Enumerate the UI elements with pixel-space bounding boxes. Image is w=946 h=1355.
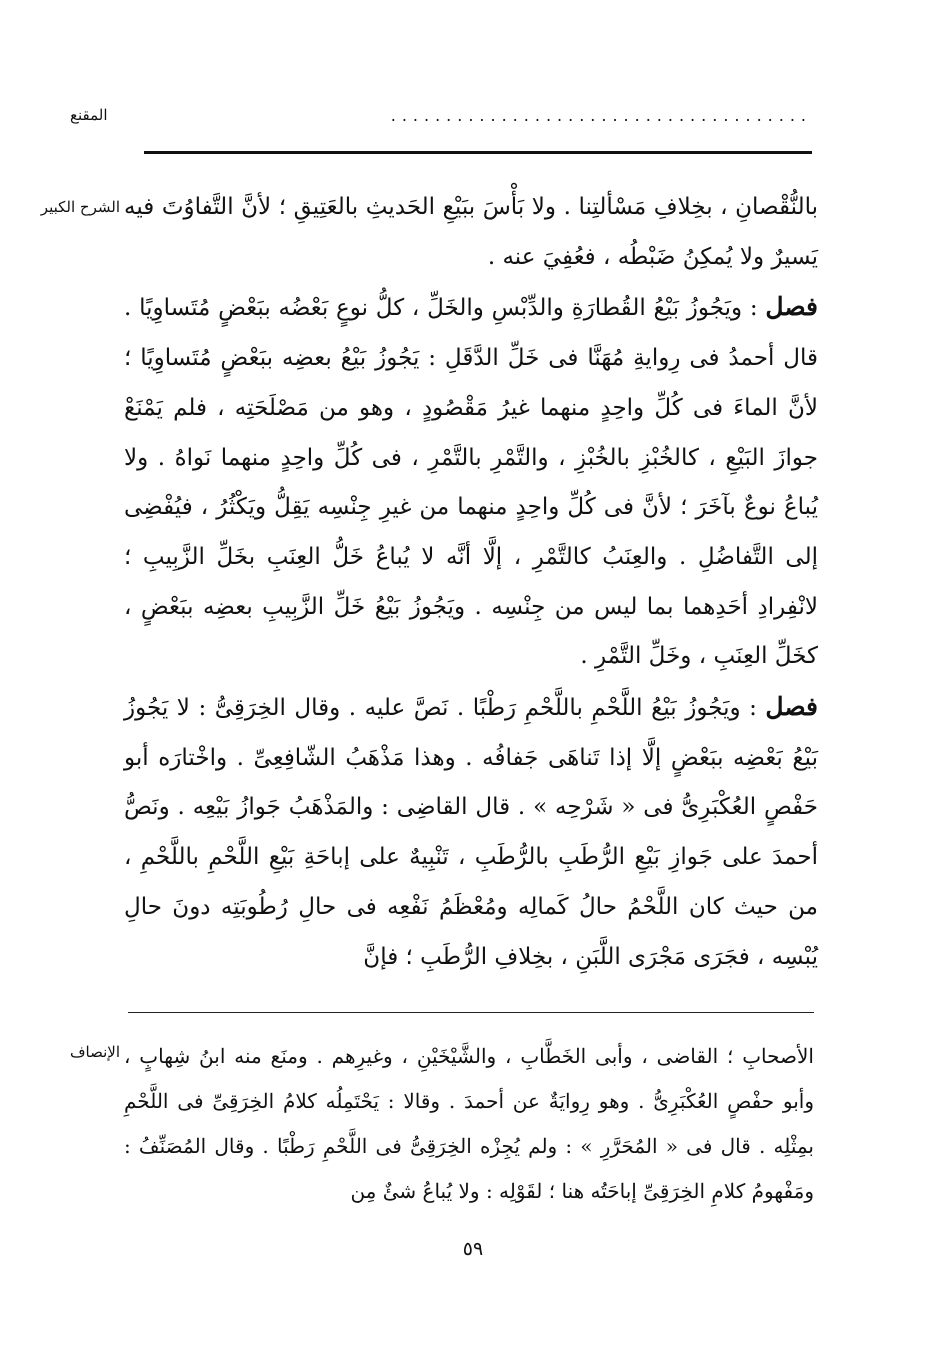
paragraph-2-text: : ويَجُوزُ بَيْعُ القُطارَةِ والدِّبْسِ والخَلِّ ، كلُّ نوعٍ بَعْضُه ببَعْضٍ مُتَساوِيًا . قال أحمدُ فى رِوايةِ مُهَنَّا فى خَلِّ الدَّقَلِ : يَجُوزُ بَيْعُ بعضِه ببَعْضٍ مُتَساوِيًا ؛ لأنَّ الماءَ فى كُلِّ واحِدٍ منهما غيرُ مَقْصُودٍ ، وهو من مَصْلَحَتِه ، فلم يَمْنَعْ جوازَ البَيْعِ ، كالخُبْزِ بالخُبْزِ ، والتَّمْرِ بالتَّمْرِ ، فى كُلِّ واحِدٍ منهما نَواهُ . ولا يُباعُ نوعٌ بآخَرَ ؛ لأنَّ فى كُلِّ واحِدٍ منهما من غيرِ جِنْسِه يَقِلُّ ويَكْثُرُ ، فيُفْضِى إلى التَّفاضُلِ . والعِنَبُ كالتَّمْرِ ، إلَّا أنَّه لا يُباعُ خَلُّ العِنَبِ بخَلِّ الزَّبِيبِ ؛ لانْفِرادِ أحَدِهما بما ليس من جِنْسِه . ويَجُوزُ بَيْعُ خَلِّ الزَّبِيبِ بعضِه ببَعْضٍ ، كخَلِّ العِنَبِ ، وخَلِّ التَّمْرِ .	[124, 295, 818, 670]
footnote-text	[124, 1034, 814, 1214]
paragraph-2	[124, 282, 818, 682]
paragraph-1: بالنُّقْصانِ ، بخِلافِ مَسْألتِنا . ولا بَأْسَ ببَيْعِ الحَديثِ بالعَتِيقِ ؛ لأنَّ التَّفاوُتَ فيه يَسيرٌ ولا يُمكِنُ ضَبْطُه ، فعُفِيَ عنه .	[124, 194, 818, 270]
margin-label-footnote: الإنصاف	[69, 1043, 120, 1061]
section-keyword: فصل	[765, 292, 818, 322]
paragraph-3	[124, 682, 818, 982]
footnote-separator	[128, 1012, 814, 1013]
running-header-title: المقنع	[70, 106, 108, 124]
margin-label-main: الشرح الكبير	[40, 198, 120, 216]
header-rule	[144, 151, 812, 154]
page-number: ٥٩	[462, 1238, 484, 1260]
header-leader-dots: ......................................	[390, 106, 812, 125]
paragraph-3-text: : ويَجُوزُ بَيْعُ اللَّحْمِ باللَّحْمِ رَطْبًا . نَصَّ عليه . وقال الخِرَقِىُّ : لا يَجُوزُ بَيْعُ بَعْضِه ببَعْضٍ إلَّا إذا تَناهَى جَفافُه . وهذا مَذْهَبُ الشّافِعِىِّ . واخْتارَه أبو حَفْصٍ العُكْبَرِىُّ فى « شَرْحِه » . قال القاضِى : والمَذْهَبُ جَوازُ بَيْعِه . ونَصُّ أحمدَ على جَوازِ بَيْعِ الرُّطَبِ بالرُّطَبِ ، تَنْبِيهٌ على إباحَةِ بَيْعِ اللَّحْمِ باللَّحْمِ ، من حيث كان اللَّحْمُ حالُ كَمالِه ومُعْظَمُ نَفْعِه فى حالِ رُطُوبَتِه دونَ حالِ يُبْسِه ، فجَرَى مَجْرَى اللَّبَنِ ، بخِلافِ الرُّطَبِ ؛ فإنَّ	[124, 695, 819, 970]
section-keyword: فصل	[765, 692, 818, 722]
footnote-paragraph: الأصحابِ ؛ القاضى ، وأبى الخَطَّابِ ، والشَّيْخَيْنِ ، وغيرِهم . ومنَع منه ابنُ شِهابٍ ، وأبو حفْصٍ العُكْبَرِىُّ . وهو رِوايَةٌ عن أحمدَ . وقالا : يَحْتَمِلُه كلامُ الخِرَقِىِّ فى اللَّحْمِ بمِثْلِه . قال فى « المُحَرَّرِ » : ولم يُجِزْه الخِرَقِىُّ فى اللَّحْمِ رَطْبًا . وقال المُصَنِّفُ : ومَفْهومُ كلامِ الخِرَقِىِّ إباحَتُه هنا ؛ لقَوْلِه : ولا يُباعُ شئٌ مِن	[124, 1044, 814, 1203]
main-text	[124, 183, 818, 982]
